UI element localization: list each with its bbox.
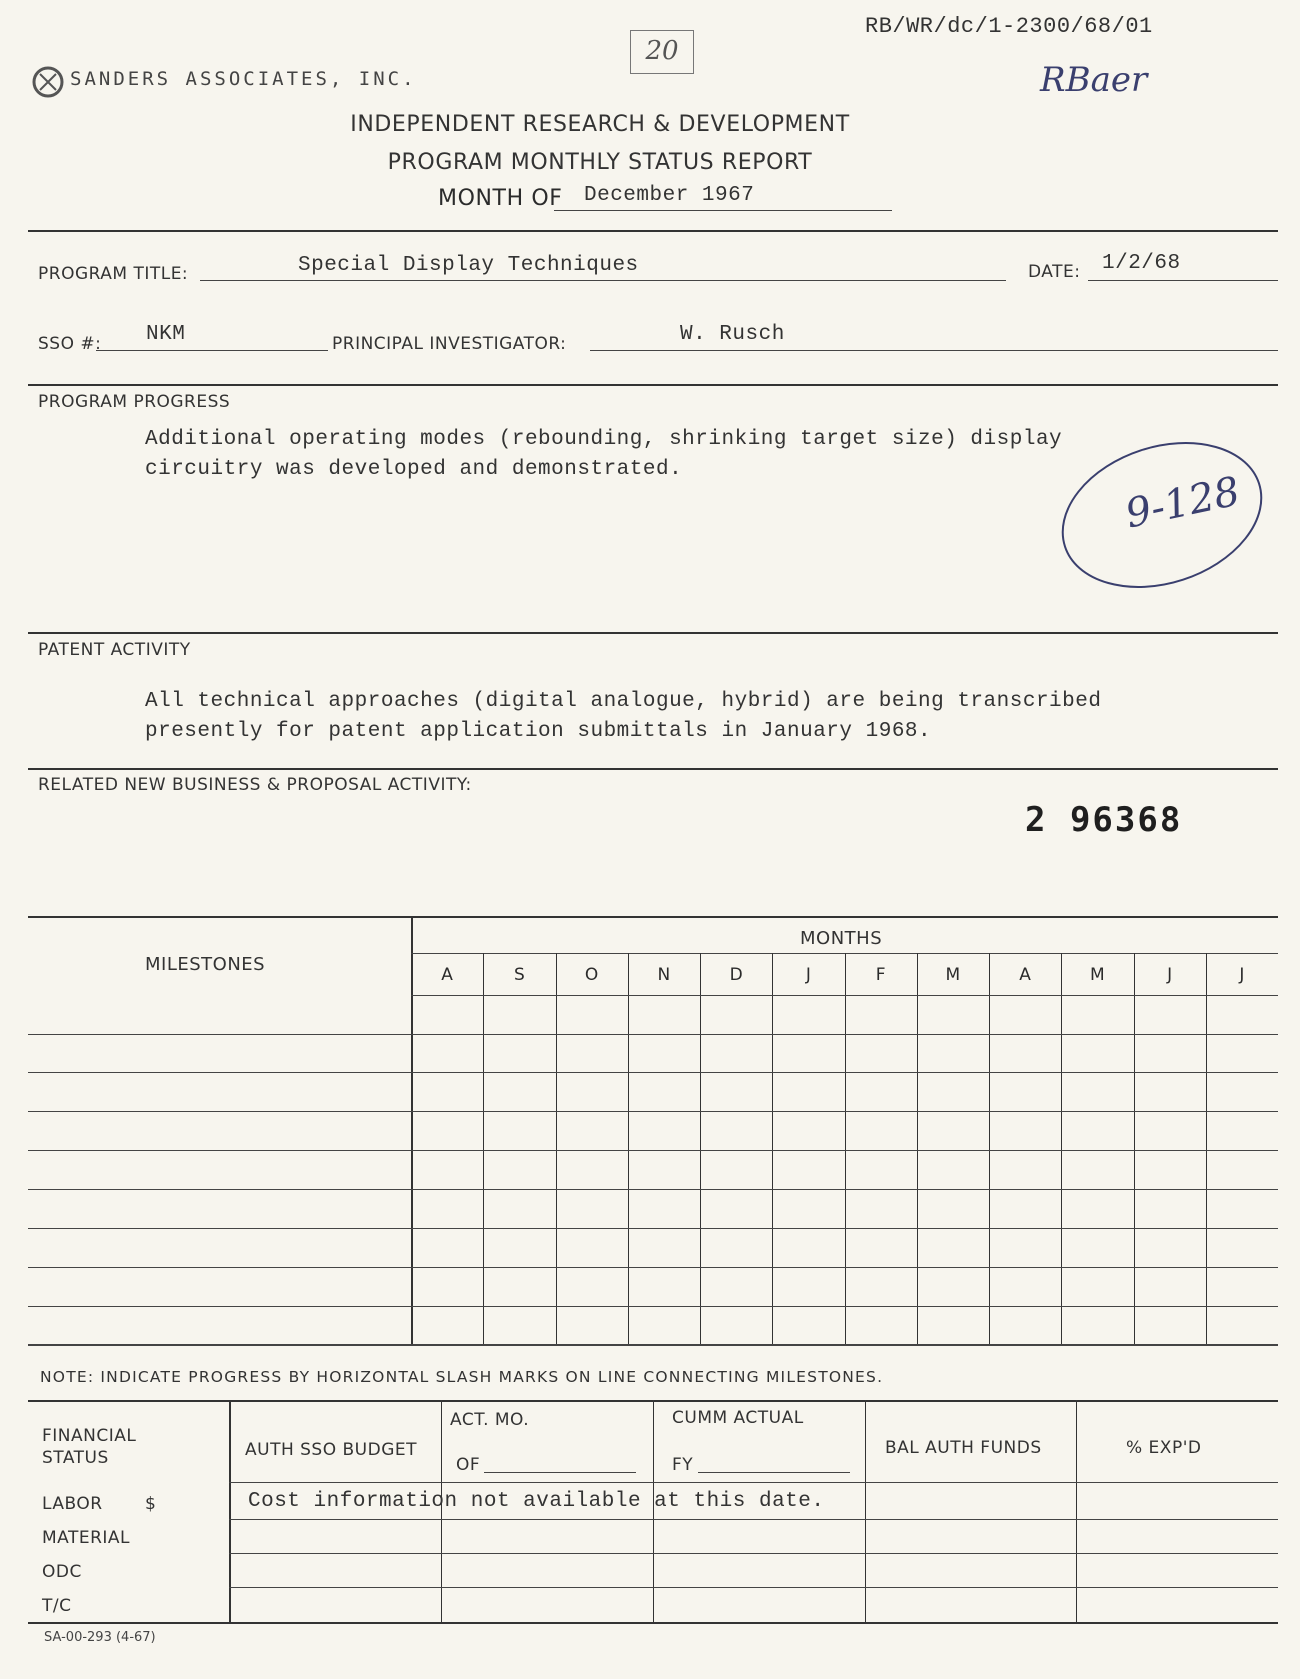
financial-bottom-rule [28,1622,1278,1624]
month-column-line [483,953,484,1344]
sso-value: NKM [146,323,186,346]
divider [28,768,1278,770]
month-header: A [441,965,453,985]
document-reference: RB/WR/dc/1-2300/68/01 [865,14,1153,39]
month-of-value: December 1967 [584,184,755,207]
signature: RBaer [1040,60,1148,100]
program-title-label: PROGRAM TITLE: [38,264,189,284]
month-header: N [657,965,671,985]
report-title-line1: INDEPENDENT RESEARCH & DEVELOPMENT [350,112,850,137]
month-header: D [729,965,743,985]
bal-auth-funds-header: BAL AUTH FUNDS [885,1438,1042,1458]
financial-header-rule [229,1482,1278,1483]
row-label-odc: ODC [42,1562,82,1582]
company-name: SANDERS ASSOCIATES, INC. [70,68,417,90]
milestone-row-line [28,1111,1278,1112]
boxed-number-box [630,30,694,74]
month-header: A [1019,965,1031,985]
milestones-top-rule [28,916,1278,918]
boxed-number: 20 [645,36,679,66]
month-column-line [989,953,990,1344]
sanders-logo-icon [28,60,68,100]
principal-investigator-label: PRINCIPAL INVESTIGATOR: [332,334,567,354]
month-column-line [556,953,557,1344]
month-column-line [1206,953,1207,1344]
row-label-material: MATERIAL [42,1528,131,1548]
month-column-line [700,953,701,1344]
program-progress-heading: PROGRAM PROGRESS [38,392,231,412]
business-activity-heading: RELATED NEW BUSINESS & PROPOSAL ACTIVITY: [38,775,472,795]
date-value: 1/2/68 [1102,252,1181,275]
month-of-label: MONTH OF [438,186,563,211]
month-of-underline [554,210,892,211]
pi-underline [590,350,1278,351]
month-header: J [1239,965,1245,985]
milestone-row-line [411,995,1278,996]
milestones-heading: MILESTONES [145,954,266,975]
month-column-line [628,953,629,1344]
month-header: M [945,965,961,985]
cumm-actual-header: CUMM ACTUAL [672,1408,804,1428]
milestone-row-line [28,1034,1278,1035]
month-header: J [805,965,811,985]
month-column-line [1134,953,1135,1344]
cumm-actual-fy-underline [698,1472,850,1473]
milestone-row-line [28,1228,1278,1229]
principal-investigator-value: W. Rusch [680,323,785,346]
row-label-labor: LABOR [42,1494,103,1514]
month-header: S [513,965,525,985]
financial-row-rule [229,1587,1278,1588]
financial-status-label-1: FINANCIAL [42,1426,137,1446]
circled-note-text: 9-128 [1121,468,1244,538]
progress-text-line1: Additional operating modes (rebounding, shrinking target size) display [145,428,1063,451]
milestone-row-line [28,1072,1278,1073]
patent-activity-heading: PATENT ACTIVITY [38,640,191,660]
month-header: J [1167,965,1173,985]
pct-expd-header: % EXP'D [1126,1438,1202,1458]
labor-dollar-sign: $ [145,1494,157,1514]
months-heading: MONTHS [800,928,883,949]
month-column-line [772,953,773,1344]
act-mo-of-underline [484,1472,636,1473]
progress-text-line2: circuitry was developed and demonstrated. [145,458,683,481]
month-header: O [584,965,599,985]
report-title-line2: PROGRAM MONTHLY STATUS REPORT [387,150,813,175]
sso-underline [96,350,328,351]
program-title-underline [200,280,1006,281]
patent-text-line2: presently for patent application submittals in January 1968. [145,720,932,743]
milestone-row-line [28,1150,1278,1151]
financial-status-label-2: STATUS [42,1448,109,1468]
month-column-line [845,953,846,1344]
divider [28,384,1278,386]
act-mo-of-label: OF [456,1455,481,1475]
month-header: M [1090,965,1105,985]
month-header: F [875,965,886,985]
date-label: DATE: [1028,262,1081,282]
row-label-tc: T/C [42,1596,72,1616]
patent-text-line1: All technical approaches (digital analogue, hybrid) are being transcribed [145,690,1102,713]
date-underline [1088,280,1278,281]
divider [28,230,1278,232]
financial-col-divider [865,1400,866,1623]
financial-col-divider [1076,1400,1077,1623]
circled-note [1055,440,1270,590]
cumm-actual-fy-label: FY [672,1455,694,1475]
milestone-row-line [28,1267,1278,1268]
stamp-number: 2 96368 [1025,800,1183,840]
financial-col-divider [229,1400,231,1622]
act-mo-header: ACT. MO. [450,1410,530,1430]
month-column-line [1061,953,1062,1344]
month-column-line [917,953,918,1344]
milestone-row-line [28,1306,1278,1307]
financial-row-rule [229,1553,1278,1554]
auth-sso-budget-header: AUTH SSO BUDGET [245,1440,418,1460]
milestone-row-line [28,1344,1278,1346]
form-number: SA-00-293 (4-67) [44,1630,156,1645]
program-title-value: Special Display Techniques [298,254,639,277]
milestones-divider [411,916,413,1344]
sso-label: SSO #: [38,334,102,354]
cost-information-note: Cost information not available at this date. [248,1490,825,1513]
milestone-row-line [28,1189,1278,1190]
divider [28,632,1278,634]
milestone-note: NOTE: INDICATE PROGRESS BY HORIZONTAL SLASH MARKS ON LINE CONNECTING MILESTONES. [40,1368,884,1386]
financial-row-rule [229,1519,1278,1520]
